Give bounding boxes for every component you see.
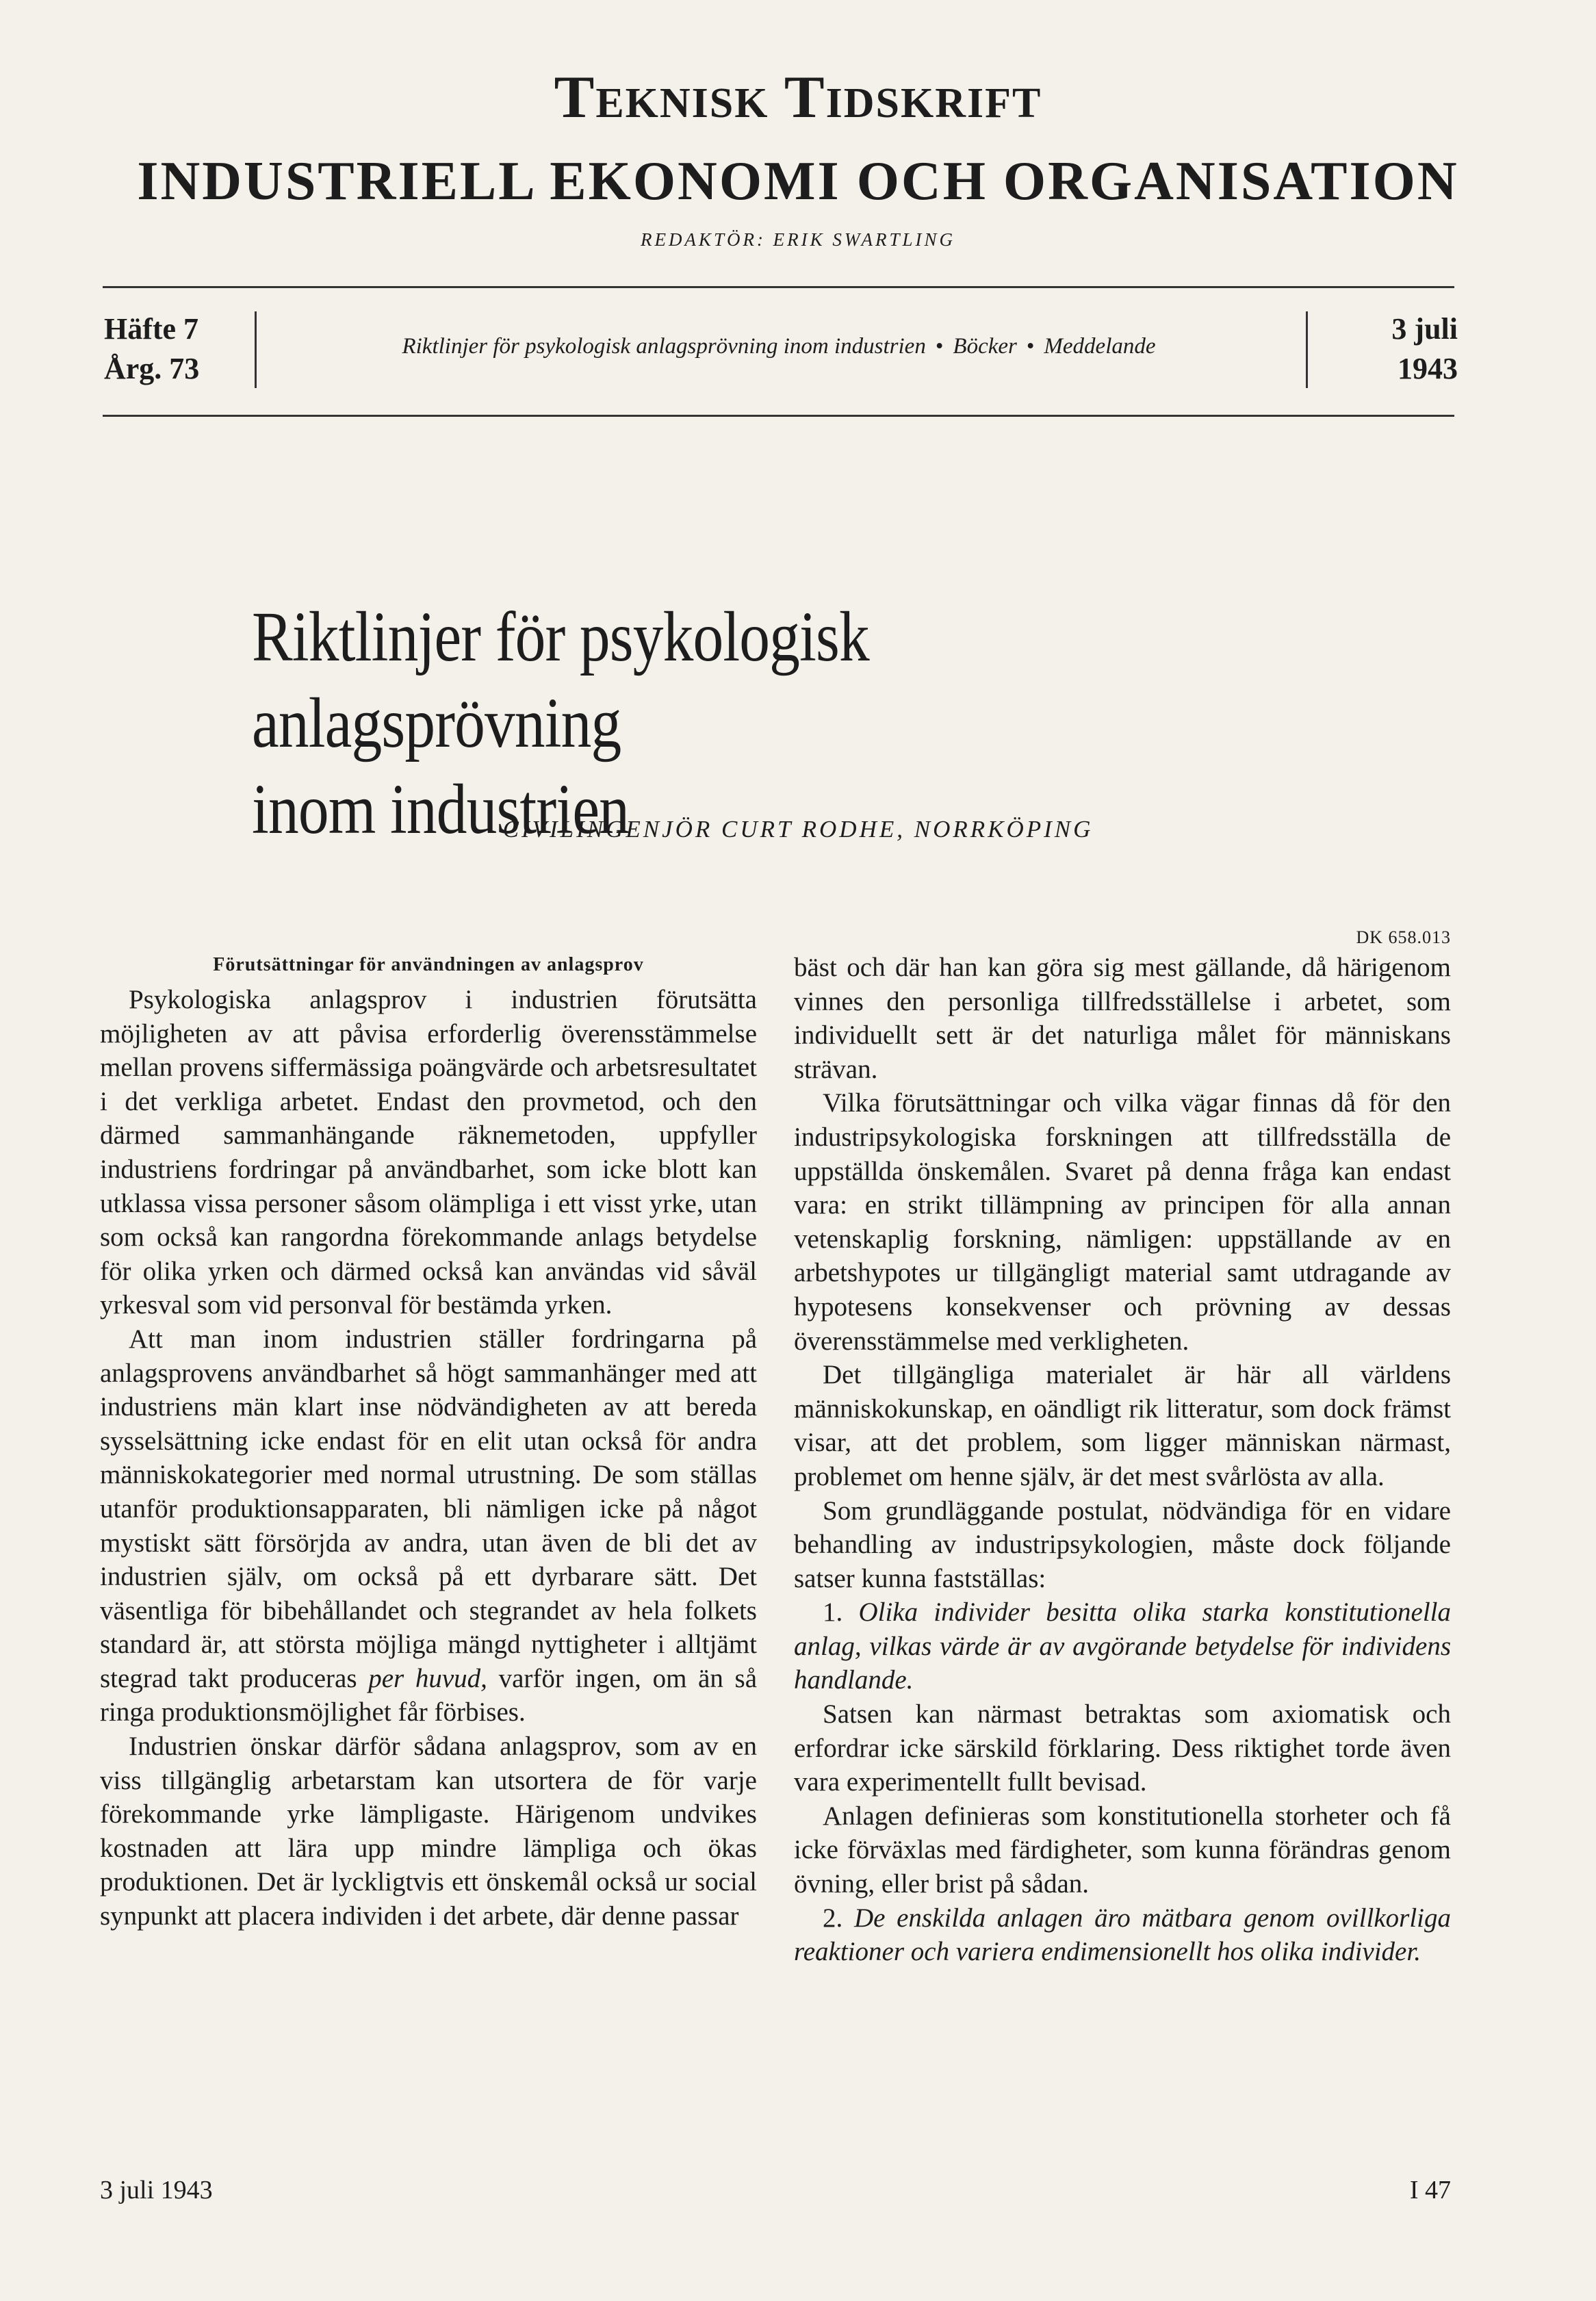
top-rule (103, 286, 1454, 288)
postulate-2 (794, 1901, 1451, 1969)
issue-divider-left (255, 311, 257, 388)
postulate-1-number: 1. (823, 1597, 843, 1628)
left-column (100, 953, 757, 1933)
article-title-line-1: Riktlinjer för psykologisk anlagsprövning (252, 597, 869, 762)
issue-number: Häfte 7 (104, 312, 199, 346)
article-title (252, 594, 1252, 853)
contents-item-notice: Meddelande (1044, 334, 1156, 359)
right-paragraph-2: Vilka förutsättningar och vilka vägar finnas då för den industripsykologiska forskningen att tillfredsställa de uppställda önskemålen. Svaret på denna fråga kan endast vara: en strikt tillämpning av principen för alla annan vetenskaplig forskning, nämligen: uppställande av en arbetshypotes ur tillgängligt material samt utdragande av hypotesens konsekvenser och prövning av dessas överensstämmelse med verkligheten. (794, 1088, 1451, 1356)
right-paragraph-6: Anlagen definieras som konstitutionella storheter och få icke förväxlas med färdigheter, som kunna förändras genom övning, eller brist på sådan. (794, 1801, 1451, 1899)
right-column (794, 927, 1451, 1969)
issue-year: 1943 (1398, 352, 1458, 385)
right-paragraph-4: Som grundläggande postulat, nödvändiga för en vidare behandling av industripsykologien, måste dock följande satser kunna fastställas: (794, 1495, 1451, 1593)
right-paragraph-1: bäst och där han kan göra sig mest gällande, då härigenom vinnes den personliga tillfredsställelse i arbetet, som individuellt sett är det naturliga målet för människans strävan. (794, 953, 1451, 1084)
postulate-1-text: Olika individer besitta olika starka konstitutionella anlag, vilkas värde är av avgörande betydelse för individens handlande. (794, 1597, 1451, 1695)
issue-date-block (1321, 309, 1458, 389)
contents-separator: • (1026, 334, 1035, 359)
bottom-rule (103, 415, 1454, 417)
contents-item-books: Böcker (953, 334, 1017, 359)
left-paragraph-2-emphasis: per huvud, (368, 1663, 487, 1693)
contents-item-article: Riktlinjer för psykologisk anlagsprövning inom industrien (402, 334, 926, 359)
issue-number-block (104, 309, 199, 389)
journal-title: Teknisk Tidskrift (554, 64, 1042, 131)
footer-date: 3 juli 1943 (100, 2176, 213, 2204)
issue-divider-right (1306, 311, 1308, 388)
issue-date: 3 juli (1391, 312, 1458, 346)
left-paragraph-2-text: Att man inom industrien ställer fordringarna på anlagsprovens användbarhet så högt sammanhänger med att industriens män klart inse nödvändigheten av att bereda sysselsättning icke endast för en elit utan också för andra människokategorier med normal utrustning. De som ställas utanför produktionsapparaten, bli nämligen icke på något mystiskt sätt försörjda av andra, utan även de bli det av industrien själv, om också på ett dyrbarare sätt. Det väsentliga för bibehållandet och stegrandet av hela folkets standard är, att största möjliga mängd nyttigheter i alltjämt stegrad takt produceras (100, 1324, 757, 1693)
dk-classification: DK 658.013 (1356, 927, 1451, 947)
postulate-1 (794, 1595, 1451, 1697)
article-title-line-2: inom industrien (252, 770, 630, 849)
article-author: CIVILINGENJÖR CURT RODHE, NORRKÖPING (502, 816, 1094, 843)
right-paragraph-3: Det tillgängliga materialet är här all världens människokunskap, en oändligt rik litteratur, som dock främst visar, att det problem, som ligger människan närmast, problemet om henne själv, är det mest svårlösta av alla. (794, 1360, 1451, 1491)
right-paragraph-5: Satsen kan närmast betraktas som axiomatisk och erfordrar icke särskild förklaring. Dess riktighet torde även vara experimentellt fullt bevisad. (794, 1699, 1451, 1797)
left-paragraph-1: Psykologiska anlagsprov i industrien förutsätta möjligheten av att påvisa erforderlig överensstämmelse mellan provens siffermässiga poängvärde och arbetsresultatet i det verkliga arbetet. Endast den provmetod, och den därmed sammanhängande räknemetoden, uppfyller industriens fordringar på användbarhet, som icke blott kan utklassa vissa personer såsom olämpliga i ett visst yrke, utan som också kan rangordna förekommande anlags betydelse för olika yrken och därmed också kan användas vid såväl yrkesval som vid personval för bestämda yrken. (100, 985, 757, 1320)
contents-separator: • (935, 334, 944, 359)
issue-volume: Årg. 73 (104, 352, 200, 385)
issue-contents (259, 334, 1299, 359)
page-number: I 47 (1409, 2176, 1451, 2204)
postulate-2-text: De enskilda anlagen äro mätbara genom ovillkorliga reaktioner och variera endimensionellt hos olika individer. (794, 1903, 1451, 1967)
postulate-2-number: 2. (823, 1903, 843, 1933)
left-paragraph-3: Industrien önskar därför sådana anlagsprov, som av en viss tillgänglig arbetarstam kan utsortera de för varje förekommande yrke lämpligaste. Härigenom undvikes kostnaden att lära upp mindre lämpliga och ökas produktionen. Det är lyckligtvis ett önskemål också ur social synpunkt att placera individen i det arbete, där denne passar (100, 1732, 757, 1931)
editor-line: REDAKTÖR: ERIK SWARTLING (640, 229, 956, 250)
left-paragraph-2-tail: varför ingen, om än så ringa produktionsmöjlighet får förbises. (100, 1663, 758, 1727)
section-heading: Förutsättningar för användningen av anlagsprov (213, 954, 644, 975)
left-paragraph-2 (100, 1322, 757, 1730)
journal-subtitle: INDUSTRIELL EKONOMI OCH ORGANISATION (137, 151, 1459, 211)
